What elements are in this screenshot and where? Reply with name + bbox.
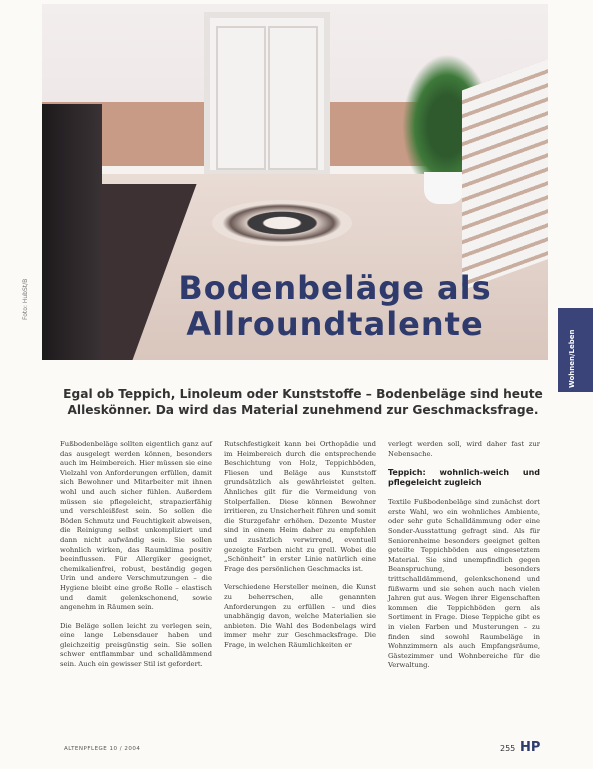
section-heading: Teppich: wohnlich-weich und pflegeleicht zugleich [388,468,540,488]
page-number: 255 [500,744,516,753]
magazine-logo: HP [520,740,541,755]
column-1 [60,440,212,679]
photo-chair [42,104,102,360]
article-title [130,270,540,343]
photo-plant-pot [424,172,464,204]
paragraph: Die Beläge sollen leicht zu verlegen sein, eine lange Lebensdauer haben und gleichzeitig preisgünstig sein. Sie sollen schwer entflammbar und schalldämmend sein. Auch ein gewisser Stil ist gefordert. [60,621,212,669]
article-body [60,440,550,740]
paragraph: Verschiedene Hersteller meinen, die Kunst zu beherrschen, alle genannten Anforderungen zu erfüllen – und dies unabhängig davon, welche Materialien sie anbieten. Die Wahl des Bodenbelags wird immer mehr zur Geschmacksfrage. Die Frage, in welchen Räumlichkeiten er [224,583,376,649]
title-line-1: Bodenbeläge als [178,269,492,307]
photo-stairs [462,58,548,291]
photo-door [204,12,330,176]
section-tab-label: Wohnen/Leben [568,329,576,388]
paragraph: Rutschfestigkeit kann bei Orthopädie und im Heimbereich durch die entsprechende Beschichtung von Holz, Teppichböden, Fliesen und Beläge aus Kunststoff grundsätzlich als gewährleistet gelten. Ähnliches gilt für die Vermeidung von Stolperfallen. Diese können Bewohner irritieren, zu Unsicherheit führen und somit die Sturzgefahr erhöhen. Dezente Muster sind in einem Heim daher zu empfehlen und zusätzlich verwirrend, eventuell gezeigte Farben nicht zu grell. Wobei die „Schönheit“ in erster Linie natürlich eine Frage des persönlichen Geschmacks ist. [224,440,376,573]
paragraph: verlegt werden soll, wird daher fast zur Nebensache. [388,440,540,458]
column-3 [388,440,540,680]
photo-floor-rosette [212,200,352,246]
section-tab [558,308,593,392]
title-line-2: Allroundtalente [186,305,484,344]
footer-issue: ALTENPFLEGE 10 / 2004 [64,746,141,752]
photo-credit: Foto: HubSt/B [22,278,29,320]
paragraph: Textile Fußbodenbeläge sind zunächst dort erste Wahl, wo ein wohnliches Ambiente, oder sehr gute Schalldämmung oder eine Sonder-Ausstattung gefragt sind. Als für Seniorenheime besonders geeignet gelten geteilte Teppichböden aus eingesetztem Material. Sie sind unempfindlich gegen Beanspruchung, besonders trittschalldämmend, gelenkschonend und füßwarm und sie sehen auch nach vielen Jahren gut aus. Wegen ihrer Eigenschaften kommen die Teppichböden gern als Sortiment in Frage. Diese Teppiche gibt es in vielen Farben und Musterungen – zu finden sind sowohl Raumbeläge in Wohnzimmern als auch Empfangsräume, Gästezimmer und Wohnbereiche für die Verwaltung. [388,498,540,670]
column-2 [224,440,376,659]
paragraph: Fußbodenbeläge sollten eigentlich ganz auf das ausgelegt werden können, besonders auch im Heimbereich. Hier müssen sie eine Vielzahl von Anforderungen erfüllen, damit sich Bewohner und Mitarbeiter mit ihnen wohl und auch sicher fühlen. Außerdem müssen sie pflegeleicht, strapazierfähig und verschleißfest sein. So sollen die Böden Schmutz und Feuchtigkeit abweisen, die Reinigung selbst unkompliziert und dann nicht aufwändig sein. Sie sollen wohnlich wirken, das Raumklima positiv beeinflussen. Für Allergiker geeignet, chemikalienfrei, robust, beständig gegen Urin und andere Verschmutzungen – die Hygiene bleibt eine große Rolle – elastisch und damit gelenkschonend, sowie angenehm in Räumen sein. [60,440,212,612]
lead-paragraph: Egal ob Teppich, Linoleum oder Kunststoffe – Bodenbeläge sind heute Alleskönner. Da wird das Material zunehmend zur Geschmacksfrage. [63,387,543,417]
